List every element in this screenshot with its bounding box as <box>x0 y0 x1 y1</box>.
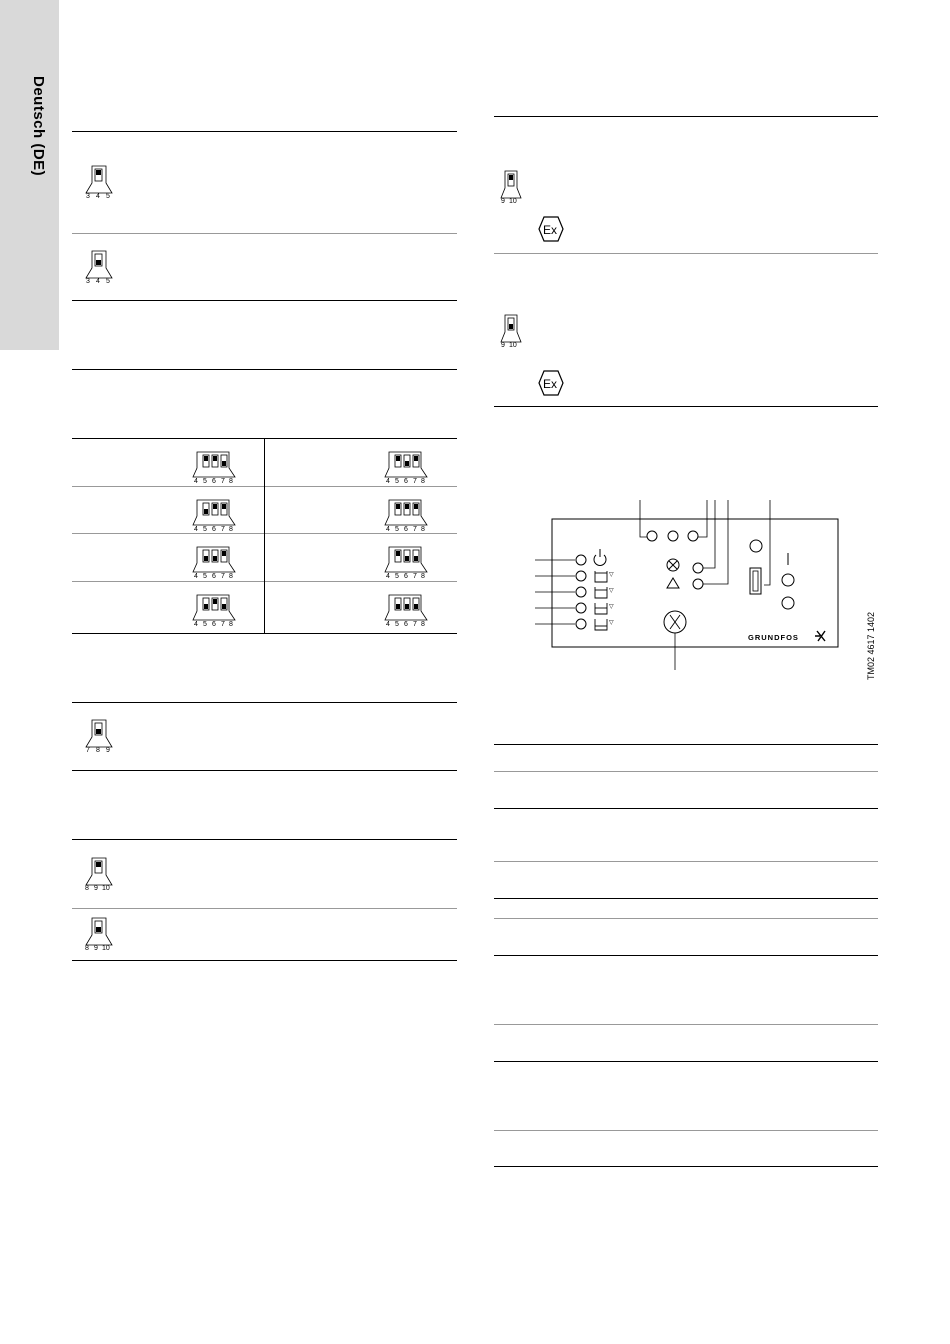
divider <box>494 116 878 117</box>
dip-digit: 6 <box>212 573 216 579</box>
dip-digit: 7 <box>221 621 225 627</box>
dip-digit: 5 <box>106 278 110 284</box>
dip-digit: 8 <box>421 621 425 627</box>
dip-switch-4to8-icon <box>191 450 237 484</box>
dip-digit: 6 <box>404 621 408 627</box>
dip-digit: 4 <box>386 526 390 532</box>
fault-indicator-icon <box>667 559 679 571</box>
led-indicator <box>576 571 586 581</box>
dip-digit: 5 <box>395 478 399 484</box>
dip-digit: 7 <box>86 747 90 753</box>
divider <box>72 233 457 234</box>
led-indicator <box>693 579 703 589</box>
dip-digit: 4 <box>96 278 100 284</box>
svg-text:▽: ▽ <box>609 588 614 594</box>
dip-digit: 9 <box>94 945 98 951</box>
figure-id: TM02 4617 1402 <box>866 611 876 680</box>
dip-digit: 6 <box>212 478 216 484</box>
dip-digit: 6 <box>212 526 216 532</box>
dip-digit: 5 <box>395 573 399 579</box>
dip-digit: 4 <box>386 621 390 627</box>
dip-digit: 4 <box>194 621 198 627</box>
control-panel-figure <box>520 495 850 675</box>
dip-digit: 5 <box>203 478 207 484</box>
dip-digit: 6 <box>404 478 408 484</box>
dip-digit: 5 <box>395 621 399 627</box>
ex-label: Ex <box>543 377 558 391</box>
grundfos-logo-icon <box>815 631 825 641</box>
dip-digit: 7 <box>413 526 417 532</box>
dip-digit: 9 <box>106 747 110 753</box>
divider <box>72 369 457 370</box>
on-button <box>782 574 794 586</box>
dip-switch-910-icon <box>500 314 524 348</box>
dip-switch-8910-icon <box>84 917 114 951</box>
warning-icon <box>667 578 679 588</box>
dip-digit: 4 <box>386 573 390 579</box>
dip-digit: 5 <box>203 573 207 579</box>
table-top-border <box>494 744 878 745</box>
dip-switch-345-icon <box>84 250 114 284</box>
dip-digit: 10 <box>509 342 517 348</box>
led-indicator <box>688 531 698 541</box>
dip-switch-8910-icon <box>84 857 114 891</box>
led-indicator <box>750 540 762 552</box>
dip-digit: 8 <box>229 478 233 484</box>
dip-digit: 6 <box>212 621 216 627</box>
led-indicator <box>576 619 586 629</box>
dip-digit: 4 <box>194 478 198 484</box>
table-bottom-border <box>72 633 457 634</box>
dip-switch-4to8-icon <box>383 593 429 627</box>
divider <box>72 960 457 961</box>
dip-switch-4to8-icon <box>383 545 429 579</box>
dip-digit: 8 <box>229 526 233 532</box>
dip-digit: 4 <box>194 573 198 579</box>
led-indicator <box>576 555 586 565</box>
table-row-divider <box>494 1024 878 1025</box>
svg-text:▽: ▽ <box>609 620 614 626</box>
off-button <box>782 597 794 609</box>
dip-digit: 9 <box>94 885 98 891</box>
dip-switch-4to8-icon <box>191 498 237 532</box>
dip-digit: 4 <box>386 478 390 484</box>
divider <box>72 908 457 909</box>
dip-digit: 8 <box>96 747 100 753</box>
dip-digit: 8 <box>85 945 89 951</box>
table-row-divider <box>494 1061 878 1062</box>
dip-digit: 5 <box>203 621 207 627</box>
dip-switch-789-icon <box>84 719 114 753</box>
dip-switch-4to8-icon <box>383 450 429 484</box>
led-indicator <box>647 531 657 541</box>
table-row-divider <box>494 1130 878 1131</box>
dip-switch-4to8-icon <box>383 498 429 532</box>
language-tab-label: Deutsch (DE) <box>30 76 47 177</box>
led-indicator <box>576 603 586 613</box>
dip-digit: 5 <box>203 526 207 532</box>
dip-digit: 3 <box>86 278 90 284</box>
dip-switch-4to8-icon <box>191 545 237 579</box>
ex-protection-icon <box>537 369 565 397</box>
tank-level-icons <box>595 571 614 630</box>
table-row-divider <box>494 808 878 809</box>
dip-digit: 9 <box>501 342 505 348</box>
led-indicator <box>693 563 703 573</box>
dip-digit: 7 <box>221 478 225 484</box>
callout-line <box>703 500 715 568</box>
dip-switch-345-icon <box>84 165 114 199</box>
divider <box>494 253 878 254</box>
led-indicator <box>576 587 586 597</box>
dip-switch-4to8-icon <box>191 593 237 627</box>
divider <box>494 406 878 407</box>
dip-digit: 10 <box>102 945 110 951</box>
dip-digit: 7 <box>413 573 417 579</box>
dip-digit: 5 <box>395 526 399 532</box>
dip-digit: 6 <box>404 573 408 579</box>
dip-digit: 8 <box>421 526 425 532</box>
led-indicator <box>668 531 678 541</box>
dip-digit: 8 <box>229 621 233 627</box>
dip-digit: 7 <box>221 526 225 532</box>
ex-label: Ex <box>543 223 558 237</box>
callout-line <box>764 500 770 585</box>
table-row-divider <box>494 918 878 919</box>
table-row-divider <box>494 771 878 772</box>
dip-digit: 4 <box>96 193 100 199</box>
svg-text:▽: ▽ <box>609 572 614 578</box>
selector-switch <box>750 568 761 594</box>
dip-switch-910-icon <box>500 170 524 204</box>
table-row-divider <box>494 955 878 956</box>
dip-digit: 7 <box>413 478 417 484</box>
table-row-divider <box>494 861 878 862</box>
language-tab <box>0 0 59 350</box>
dip-digit: 10 <box>102 885 110 891</box>
dip-digit: 3 <box>86 193 90 199</box>
svg-text:▽: ▽ <box>609 604 614 610</box>
dip-digit: 8 <box>229 573 233 579</box>
table-bottom-border <box>494 1166 878 1167</box>
dip-digit: 8 <box>421 478 425 484</box>
dip-digit: 5 <box>106 193 110 199</box>
dip-digit: 4 <box>194 526 198 532</box>
divider <box>72 131 457 132</box>
ex-protection-icon <box>537 215 565 243</box>
table-row-divider <box>494 898 878 899</box>
brand-logo-text: GRUNDFOS <box>748 633 799 642</box>
divider <box>72 300 457 301</box>
dip-digit: 9 <box>501 198 505 204</box>
dip-digit: 7 <box>221 573 225 579</box>
table-column-divider <box>264 438 265 633</box>
dip-digit: 10 <box>509 198 517 204</box>
dip-digit: 6 <box>404 526 408 532</box>
dip-digit: 7 <box>413 621 417 627</box>
divider <box>72 839 457 840</box>
dip-digit: 8 <box>421 573 425 579</box>
dip-digit: 8 <box>85 885 89 891</box>
divider <box>72 770 457 771</box>
divider <box>72 702 457 703</box>
